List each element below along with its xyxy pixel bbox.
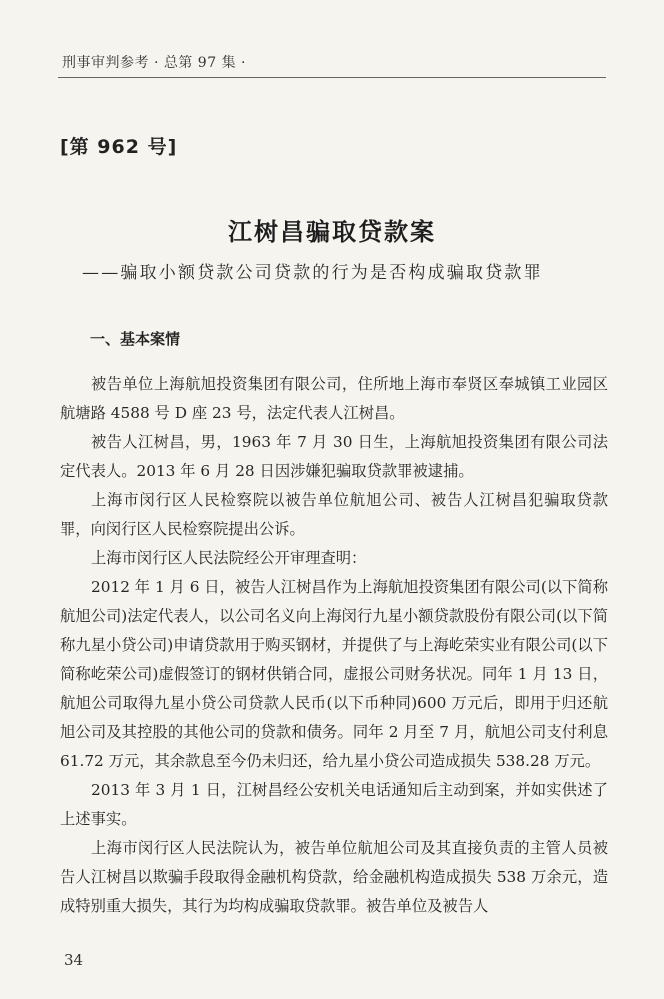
header-divider — [58, 77, 606, 78]
case-title: 江树昌骗取贷款案 — [228, 217, 436, 246]
running-header: 刑事审判参考 · 总第 97 集 · — [62, 55, 246, 71]
paragraph: 上海市闵行区人民法院经公开审理查明： — [91, 549, 367, 567]
paragraph: 上海市闵行区人民法院认为，被告单位航旭公司及其直接负责的主管人员被告人江树昌以欺骗手段取得金融机构贷款，给金融机构造成损失 538 万余元，造成特别重大损失，其行为均构成骗取贷款罪。被告单位及被告人 — [60, 839, 608, 915]
page-number: 34 — [64, 951, 84, 969]
case-number: [第 962 号] — [60, 136, 178, 158]
paragraph: 上海市闵行区人民检察院以被告单位航旭公司、被告人江树昌犯骗取贷款罪，向闵行区人民检察院提出公诉。 — [60, 491, 608, 538]
paragraph: 2013 年 3 月 1 日，江树昌经公安机关电话通知后主动到案，并如实供述了上述事实。 — [60, 781, 608, 828]
paragraph: 被告单位上海航旭投资集团有限公司，住所地上海市奉贤区奉城镇工业园区航塘路 4588 号 D 座 23 号，法定代表人江树昌。 — [60, 375, 608, 422]
paragraph: 2012 年 1 月 6 日，被告人江树昌作为上海航旭投资集团有限公司(以下简称航旭公司)法定代表人，以公司名义向上海闵行九星小额贷款股份有限公司(以下简称九星小贷公司)申请贷款用于购买钢材，并提供了与上海屹荣实业有限公司(以下简称屹荣公司)虚假签订的钢材供销合同，虚报公司财务状况。同年 1 月 13 日，航旭公司取得九星小贷公司贷款人民币(以下币种同)600 万元后，即用于归还航旭公司及其控股的其他公司的贷款和债务。同年 2 月至 7 月，航旭公司支付利息 61.72 万元，其余款息至今仍未归还，给九星小贷公司造成损失 538.28 万元。 — [60, 578, 608, 770]
paragraph: 被告人江树昌，男，1963 年 7 月 30 日生，上海航旭投资集团有限公司法定代表人。2013 年 6 月 28 日因涉嫌犯骗取贷款罪被逮捕。 — [60, 433, 608, 480]
section-heading: 一、基本案情 — [90, 330, 181, 348]
case-subtitle: ——骗取小额贷款公司贷款的行为是否构成骗取贷款罪 — [82, 263, 543, 283]
body-text — [60, 370, 608, 921]
